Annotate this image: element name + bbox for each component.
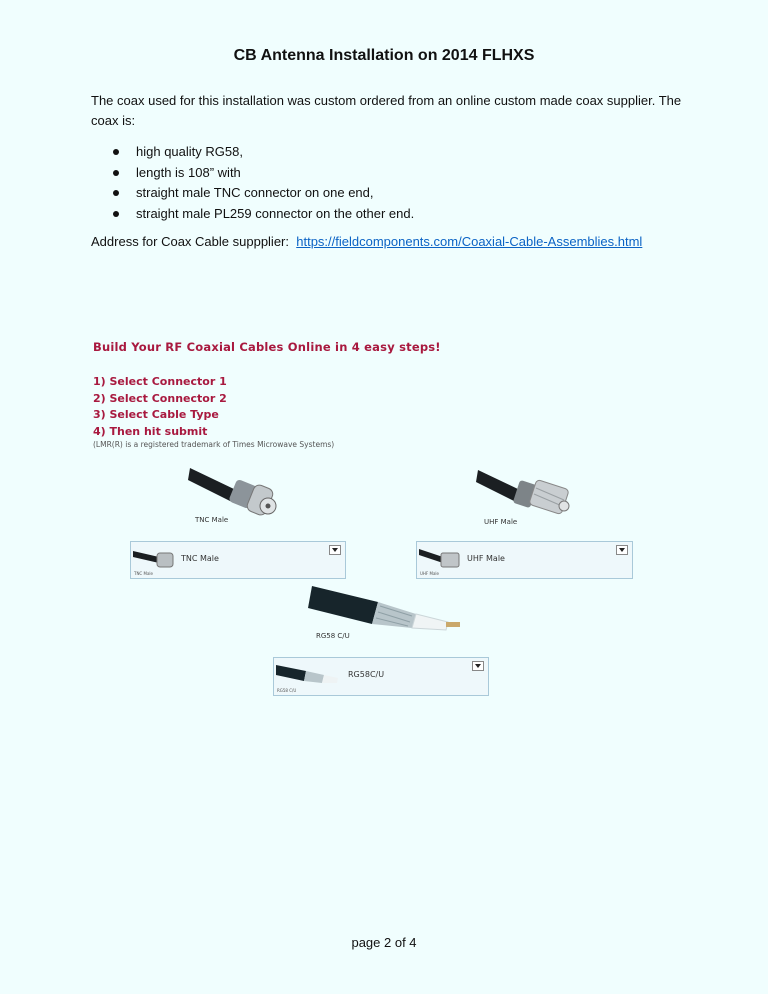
uhf-connector-image <box>476 466 576 522</box>
step-item: 2) Select Connector 2 <box>93 391 227 405</box>
page-title: CB Antenna Installation on 2014 FLHXS <box>233 47 535 64</box>
step-item: 4) Then hit submit <box>93 425 208 439</box>
list-item: length is 108” with <box>91 163 414 184</box>
step-item: 1) Select Connector 1 <box>93 375 227 388</box>
supplier-link[interactable]: https://fieldcomponents.com/Coaxial-Cable-Assemblies.html <box>296 234 643 249</box>
connector1-select[interactable] <box>130 541 346 579</box>
cable-type-select[interactable] <box>273 657 489 696</box>
tnc-connector-image <box>188 462 283 520</box>
intro-paragraph: The coax used for this installation was custom ordered from an online custom made coax supplier. The coax is: <box>91 93 682 128</box>
coax-spec-list <box>91 142 414 224</box>
thumb-caption: UHF Male <box>420 571 439 576</box>
chevron-down-icon[interactable] <box>329 545 341 555</box>
uhf-caption: UHF Male <box>484 518 518 526</box>
address-label: Address for Coax Cable suppplier: <box>91 234 289 249</box>
chevron-down-icon[interactable] <box>472 661 484 671</box>
list-item: high quality RG58, <box>91 142 414 163</box>
bullet-icon <box>113 149 119 155</box>
thumb-caption: TNC Male <box>134 571 153 576</box>
rg58-cable-image <box>308 580 468 638</box>
supplier-address <box>91 234 642 249</box>
connector2-select[interactable] <box>416 541 633 579</box>
trademark-note: (LMR(R) is a registered trademark of Times Microwave Systems) <box>93 440 335 449</box>
rg58-thumb-image <box>276 661 340 687</box>
bullet-icon <box>113 211 119 217</box>
uhf-thumb-image <box>419 545 463 569</box>
builder-heading: Build Your RF Coaxial Cables Online in 4 easy steps! <box>93 340 441 354</box>
chevron-down-icon[interactable] <box>616 545 628 555</box>
tnc-caption: TNC Male <box>195 516 229 524</box>
connector1-select-value: TNC Male <box>181 554 219 563</box>
rg58-caption: RG58 C/U <box>316 632 350 640</box>
list-item: straight male PL259 connector on the other end. <box>91 204 414 225</box>
tnc-thumb-image <box>133 545 177 569</box>
connector2-select-value: UHF Male <box>467 554 505 563</box>
list-item: straight male TNC connector on one end, <box>91 183 414 204</box>
bullet-icon <box>113 170 119 176</box>
bullet-icon <box>113 190 119 196</box>
page-number: page 2 of 4 <box>351 935 417 950</box>
builder-steps <box>93 374 227 441</box>
thumb-caption: RG58 C/U <box>277 688 297 693</box>
step-item: 3) Select Cable Type <box>93 408 219 422</box>
cable-select-value: RG58C/U <box>348 670 385 679</box>
